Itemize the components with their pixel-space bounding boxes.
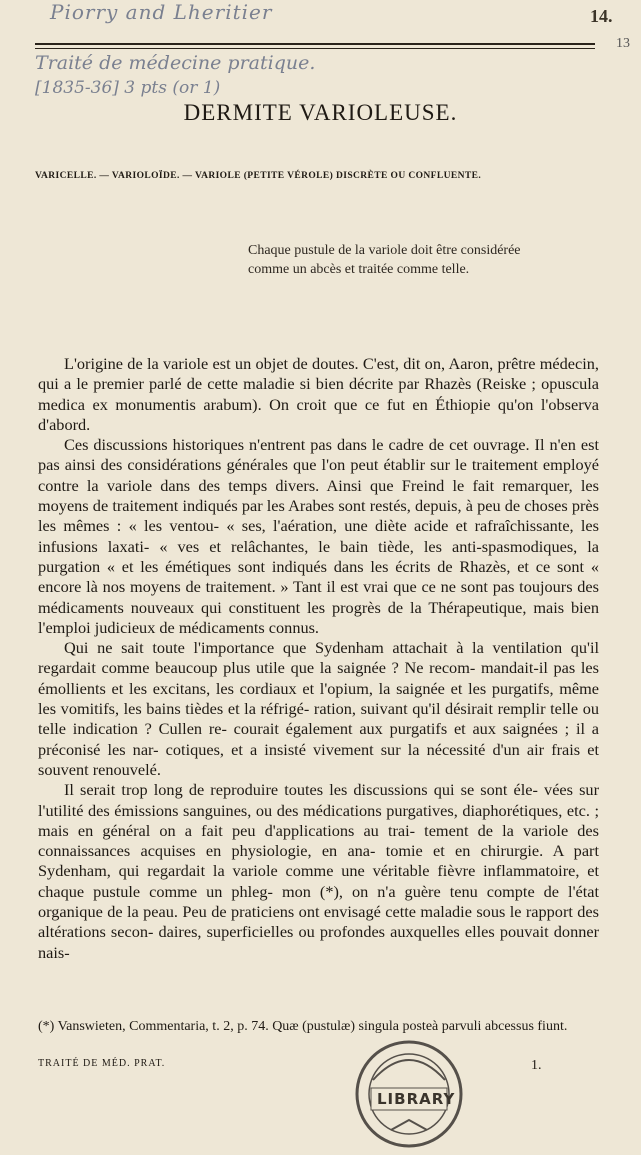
epigraph-line-1: Chaque pustule de la variole doit être considérée xyxy=(248,243,521,258)
handwritten-date-note: [1835-36] 3 pts (or 1) xyxy=(35,78,221,98)
top-double-rule-thin xyxy=(35,48,595,49)
section-title: DERMITE VARIOLEUSE. xyxy=(183,100,458,125)
page-corner-number: 14. xyxy=(590,6,613,26)
epigraph xyxy=(248,241,618,279)
paragraph-1: L'origine de la variole est un objet de doutes. C'est, dit on, Aaron, prêtre médecin, qui a le premier parlé de cette maladie si bien décrite par Rhazès (Reiske ; opuscula medica ex monumentis arabum). On croit que ce fut en Éthiopie qu'on l'observa d'abord. xyxy=(38,354,599,434)
body-text xyxy=(38,354,599,963)
section-subtitle: VARICELLE. — VARIOLOÏDE. — VARIOLE (PETITE VÉROLE) DISCRÈTE OU CONFLUENTE. xyxy=(35,171,482,181)
paragraph-2: Ces discussions historiques n'entrent pas dans le cadre de cet ouvrage. Il n'en est pas ainsi des considérations générales que l'on peut établir sur le traitement employé contre la variole dans des temps divers. Ainsi que Freind le fait remarquer, les moyens de traitement indiqués par les Arabes sont restés, depuis, à peu de choses près les mêmes : « les ventou- « ses, l'aération, une diète acide et rafraîchissante, les infusions laxati- « ves et relâchantes, le bain tiède, les anti-spasmodiques, la purgation « et les émétiques sont indiqués dans les écrits de Rhazès, et ce sont « encore là nos moyens de traitement. » Tant il est vrai que ce ne sont pas toujours des médicaments nouveaux qui constituent les progrès de la Thérapeutique, mais bien l'emploi judicieux de médicaments connus. xyxy=(38,435,599,637)
epigraph-line-2: comme un abcès et traitée comme telle. xyxy=(248,262,470,277)
paragraph-4: Il serait trop long de reproduire toutes les discussions qui se sont éle- vées sur l'utilité des émissions sanguines, ou des médications purgatives, diaphorétiques, etc. ; mais en général on a fait peu d'applications au trai- tement de la variole des connaissances acquises en physiologie, en ana- tomie et en chirurgie. A part Sydenham, qui regardait la variole comme une véritable fièvre inflammatoire, et chaque pustule comme un phleg- mon (*), on n'a guère tenu compte de l'état organique de la peau. Peu de praticiens ont envisagé cette maladie sous le rapport des altérations secon- daires, superficielles ou profondes auxquelles elles pouvait donner nais- xyxy=(38,780,599,962)
handwritten-author-note: Piorry and Lheritier xyxy=(50,0,273,24)
page-side-mark: 13 xyxy=(616,36,630,51)
paragraph-3: Qui ne sait toute l'importance que Sydenham attachait à la ventilation qu'il regardait comme beaucoup plus utile que la saignée ? Ne recom- mandait-il pas les émollients et les excitans, les cordiaux et l'opium, la saignée et les purgatifs, même les vomitifs, les bains tièdes et la réfrigé- ration, suivant qu'il désirait remplir telle ou telle indication ? Cullen re- courait également aux purgatifs et aux saignées ; il a préconisé les nar- cotiques, et a insisté vivement sur la nécessité d'un air frais et souvent renouvelé. xyxy=(38,638,599,779)
signature-mark: TRAITÉ DE MÉD. PRAT. xyxy=(38,1058,166,1069)
library-stamp xyxy=(351,1030,467,1150)
handwritten-title-note: Traité de médecine pratique. xyxy=(35,52,316,74)
library-stamp-text: LIBRARY xyxy=(377,1090,456,1108)
sheet-number: 1. xyxy=(531,1058,542,1073)
footnote: (*) Vanswieten, Commentaria, t. 2, p. 74. Quæ (pustulæ) singula posteà parvuli abcessus fiunt. xyxy=(38,1019,568,1034)
top-double-rule xyxy=(35,43,595,45)
